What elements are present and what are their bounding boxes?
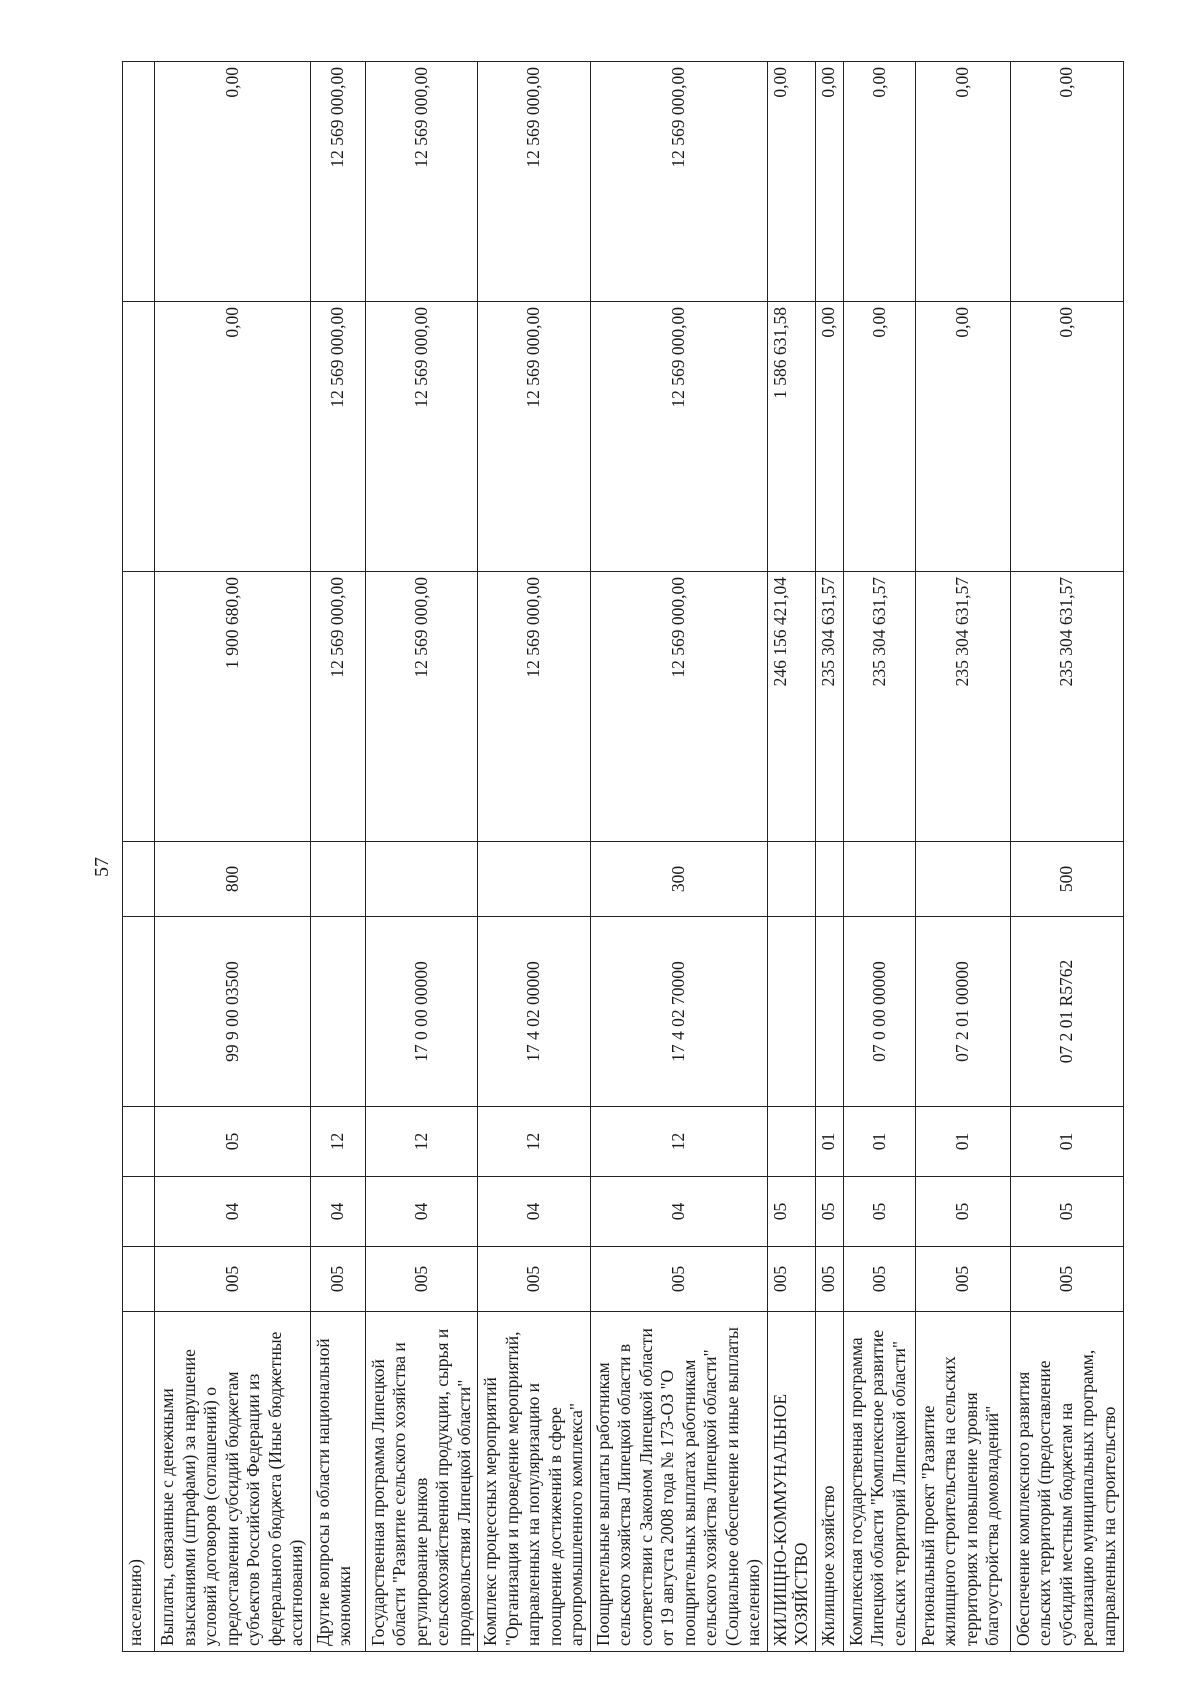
budget-table bbox=[122, 61, 1124, 1652]
amount-year-3: 0,00 bbox=[915, 62, 1010, 302]
table-row bbox=[767, 62, 815, 1652]
table-row bbox=[155, 62, 311, 1652]
section-code: 04 bbox=[478, 1177, 591, 1247]
amount-year-1: 12 569 000,00 bbox=[478, 572, 591, 842]
table-row bbox=[590, 62, 767, 1652]
row-name: Государственная программа Липецкой области "Развитие сельского хозяйства и регулирование рынков сельскохозяйственной продукции, сырья и продовольствия Липецкой области" bbox=[365, 1312, 478, 1652]
amount-year-2: 12 569 000,00 bbox=[365, 302, 478, 572]
expense-type bbox=[123, 842, 155, 917]
table-row bbox=[310, 62, 365, 1652]
amount-year-3: 12 569 000,00 bbox=[310, 62, 365, 302]
section-code: 05 bbox=[767, 1177, 815, 1247]
target-article: 99 9 00 03500 bbox=[155, 917, 311, 1107]
subsection-code: 01 bbox=[815, 1107, 843, 1177]
target-article: 17 0 00 00000 bbox=[365, 917, 478, 1107]
target-article: 07 2 01 R5762 bbox=[1010, 917, 1123, 1107]
expense-type bbox=[843, 842, 915, 917]
amount-year-3: 0,00 bbox=[767, 62, 815, 302]
ministry-code: 005 bbox=[815, 1247, 843, 1312]
expense-type: 500 bbox=[1010, 842, 1123, 917]
expense-type bbox=[310, 842, 365, 917]
section-code: 04 bbox=[310, 1177, 365, 1247]
table-row bbox=[843, 62, 915, 1652]
target-article: 07 2 01 00000 bbox=[915, 917, 1010, 1107]
amount-year-3: 12 569 000,00 bbox=[478, 62, 591, 302]
amount-year-2 bbox=[123, 302, 155, 572]
amount-year-2: 0,00 bbox=[1010, 302, 1123, 572]
target-article: 17 4 02 00000 bbox=[478, 917, 591, 1107]
amount-year-2: 0,00 bbox=[155, 302, 311, 572]
row-name: Выплаты, связанные с денежными взысканиями (штрафами) за нарушение условий договоров (соглашений) о предоставлении субсидий бюджетам субъектов Российской Федерации из федерального бюджета (Иные бюджетные ассигнования) bbox=[155, 1312, 311, 1652]
ministry-code: 005 bbox=[915, 1247, 1010, 1312]
row-name: ЖИЛИЩНО-КОММУНАЛЬНОЕ ХОЗЯЙСТВО bbox=[767, 1312, 815, 1652]
amount-year-1: 1 900 680,00 bbox=[155, 572, 311, 842]
row-name: Поощрительные выплаты работникам сельского хозяйства Липецкой области в соответствии с Законом Липецкой области от 19 августа 2008 года № 173-ОЗ "О поощрительных выплатах работникам сельского хозяйства Липецкой области" (Социальное обеспечение и иные выплаты населению) bbox=[590, 1312, 767, 1652]
table-row bbox=[365, 62, 478, 1652]
subsection-code: 12 bbox=[365, 1107, 478, 1177]
page-number: 57 bbox=[91, 857, 113, 877]
ministry-code: 005 bbox=[767, 1247, 815, 1312]
amount-year-1: 235 304 631,57 bbox=[843, 572, 915, 842]
subsection-code bbox=[123, 1107, 155, 1177]
subsection-code: 12 bbox=[590, 1107, 767, 1177]
table-row bbox=[1010, 62, 1123, 1652]
expense-type bbox=[365, 842, 478, 917]
table-row bbox=[815, 62, 843, 1652]
amount-year-1: 246 156 421,04 bbox=[767, 572, 815, 842]
amount-year-3: 12 569 000,00 bbox=[590, 62, 767, 302]
section-code: 05 bbox=[815, 1177, 843, 1247]
amount-year-2: 12 569 000,00 bbox=[478, 302, 591, 572]
ministry-code: 005 bbox=[310, 1247, 365, 1312]
row-name: населению) bbox=[123, 1312, 155, 1652]
expense-type: 800 bbox=[155, 842, 311, 917]
target-article bbox=[310, 917, 365, 1107]
target-article bbox=[123, 917, 155, 1107]
amount-year-1 bbox=[123, 572, 155, 842]
subsection-code: 01 bbox=[1010, 1107, 1123, 1177]
ministry-code: 005 bbox=[590, 1247, 767, 1312]
ministry-code: 005 bbox=[843, 1247, 915, 1312]
section-code: 04 bbox=[365, 1177, 478, 1247]
subsection-code bbox=[767, 1107, 815, 1177]
amount-year-3 bbox=[123, 62, 155, 302]
amount-year-2: 12 569 000,00 bbox=[310, 302, 365, 572]
row-name: Комплексная государственная программа Липецкой области "Комплексное развитие сельских территорий Липецкой области" bbox=[843, 1312, 915, 1652]
row-name: Жилищное хозяйство bbox=[815, 1312, 843, 1652]
subsection-code: 12 bbox=[478, 1107, 591, 1177]
section-code: 04 bbox=[155, 1177, 311, 1247]
section-code: 05 bbox=[843, 1177, 915, 1247]
subsection-code: 05 bbox=[155, 1107, 311, 1177]
subsection-code: 01 bbox=[915, 1107, 1010, 1177]
target-article bbox=[815, 917, 843, 1107]
amount-year-3: 0,00 bbox=[815, 62, 843, 302]
subsection-code: 12 bbox=[310, 1107, 365, 1177]
amount-year-3: 0,00 bbox=[1010, 62, 1123, 302]
target-article bbox=[767, 917, 815, 1107]
expense-type bbox=[915, 842, 1010, 917]
amount-year-2: 12 569 000,00 bbox=[590, 302, 767, 572]
section-code bbox=[123, 1177, 155, 1247]
ministry-code bbox=[123, 1247, 155, 1312]
row-name: Региональный проект "Развитие жилищного строительства на сельских территориях и повышение уровня благоустройства домовладений" bbox=[915, 1312, 1010, 1652]
amount-year-1: 12 569 000,00 bbox=[310, 572, 365, 842]
ministry-code: 005 bbox=[155, 1247, 311, 1312]
amount-year-2: 0,00 bbox=[915, 302, 1010, 572]
amount-year-1: 12 569 000,00 bbox=[365, 572, 478, 842]
row-name: Комплекс процессных мероприятий "Организация и проведение мероприятий, направленных на популяризацию и поощрение достижений в сфере агропромышленного комплекса" bbox=[478, 1312, 591, 1652]
section-code: 05 bbox=[915, 1177, 1010, 1247]
target-article: 07 0 00 00000 bbox=[843, 917, 915, 1107]
expense-type bbox=[767, 842, 815, 917]
amount-year-1: 12 569 000,00 bbox=[590, 572, 767, 842]
amount-year-3: 0,00 bbox=[155, 62, 311, 302]
expense-type: 300 bbox=[590, 842, 767, 917]
row-name: Обеспечение комплексного развития сельских территорий (предоставление субсидий местным бюджетам на реализацию муниципальных программ, направленных на строительство bbox=[1010, 1312, 1123, 1652]
table-row bbox=[478, 62, 591, 1652]
amount-year-2: 0,00 bbox=[815, 302, 843, 572]
amount-year-3: 12 569 000,00 bbox=[365, 62, 478, 302]
rotated-page bbox=[122, 62, 1200, 1652]
target-article: 17 4 02 70000 bbox=[590, 917, 767, 1107]
section-code: 05 bbox=[1010, 1177, 1123, 1247]
table-row bbox=[123, 62, 155, 1652]
table-row bbox=[915, 62, 1010, 1652]
subsection-code: 01 bbox=[843, 1107, 915, 1177]
amount-year-2: 1 586 631,58 bbox=[767, 302, 815, 572]
amount-year-2: 0,00 bbox=[843, 302, 915, 572]
ministry-code: 005 bbox=[478, 1247, 591, 1312]
row-name: Другие вопросы в области национальной экономики bbox=[310, 1312, 365, 1652]
expense-type bbox=[478, 842, 591, 917]
amount-year-1: 235 304 631,57 bbox=[915, 572, 1010, 842]
amount-year-1: 235 304 631,57 bbox=[1010, 572, 1123, 842]
section-code: 04 bbox=[590, 1177, 767, 1247]
amount-year-1: 235 304 631,57 bbox=[815, 572, 843, 842]
ministry-code: 005 bbox=[1010, 1247, 1123, 1312]
ministry-code: 005 bbox=[365, 1247, 478, 1312]
amount-year-3: 0,00 bbox=[843, 62, 915, 302]
expense-type bbox=[815, 842, 843, 917]
